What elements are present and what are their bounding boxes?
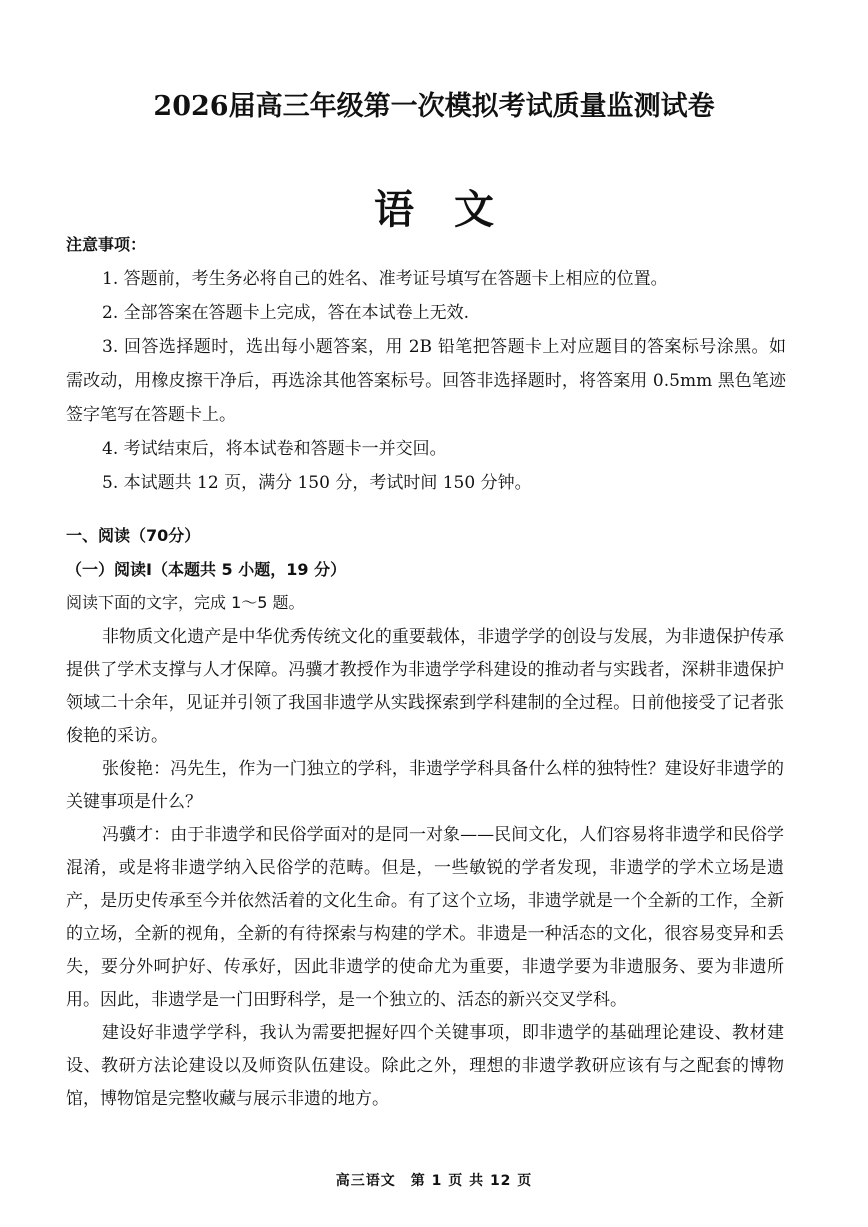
notice-item: 3. 回答选择题时，选出每小题答案，用 2B 铅笔把答题卡上对应题目的答案标号涂黑。如需改动，用橡皮擦干净后，再选涂其他答案标号。回答非选择题时，将答案用 0.5mm 黑色笔迹签字笔写在答题卡上。 (66, 337, 786, 425)
notice-title: 注意事项： (66, 235, 147, 254)
subsection-heading: （一）阅读I（本题共 5 小题，19 分） (66, 560, 347, 579)
exam-title: 2026届高三年级第一次模拟考试质量监测试卷 (153, 91, 715, 122)
notice-item: 4. 考试结束后，将本试卷和答题卡一并交回。 (102, 439, 447, 459)
section-heading: 一、阅读（70分） (66, 526, 201, 545)
page-footer: 高三语文 第 1 页 共 12 页 (335, 1173, 533, 1189)
notice-item: 1. 答题前，考生务必将自己的姓名、准考证号填写在答题卡上相应的位置。 (102, 269, 668, 289)
notice-item: 5. 本试题共 12 页，满分 150 分，考试时间 150 分钟。 (102, 473, 532, 493)
reading-passage (66, 621, 784, 1116)
passage-paragraph: 张俊艳：冯先生，作为一门独立的学科，非遗学学科具备什么样的独特性？建设好非遗学的关键事项是什么？ (66, 759, 784, 812)
reading-instruction: 阅读下面的文字，完成 1～5 题。 (66, 593, 305, 612)
notice-list (66, 262, 786, 500)
passage-paragraph: 建设好非遗学学科，我认为需要把握好四个关键事项，即非遗学的基础理论建设、教材建设、教研方法论建设以及师资队伍建设。除此之外，理想的非遗学教研应该有与之配套的博物馆，博物馆是完整收藏与展示非遗的地方。 (66, 1023, 784, 1109)
notice-item: 2. 全部答案在答题卡上完成，答在本试卷上无效. (102, 303, 470, 323)
passage-paragraph: 冯骥才：由于非遗学和民俗学面对的是同一对象——民间文化，人们容易将非遗学和民俗学混淆，或是将非遗学纳入民俗学的范畴。但是，一些敏锐的学者发现，非遗学的学术立场是遗产，是历史传承至今并依然活着的文化生命。有了这个立场，非遗学就是一个全新的工作，全新的立场，全新的视角，全新的有待探索与构建的学术。非遗是一种活态的文化，很容易变异和丢失，要分外呵护好、传承好，因此非遗学的使命尤为重要，非遗学要为非遗服务、要为非遗所用。因此，非遗学是一门田野科学，是一个独立的、活态的新兴交叉学科。 (66, 825, 784, 1010)
subject-title: 语文 (374, 186, 534, 233)
passage-paragraph: 非物质文化遗产是中华优秀传统文化的重要载体，非遗学学的创设与发展，为非遗保护传承提供了学术支撑与人才保障。冯骥才教授作为非遗学学科建设的推动者与实践者，深耕非遗保护领域二十余年，见证并引领了我国非遗学从实践探索到学科建制的全过程。日前他接受了记者张俊艳的采访。 (66, 627, 784, 746)
